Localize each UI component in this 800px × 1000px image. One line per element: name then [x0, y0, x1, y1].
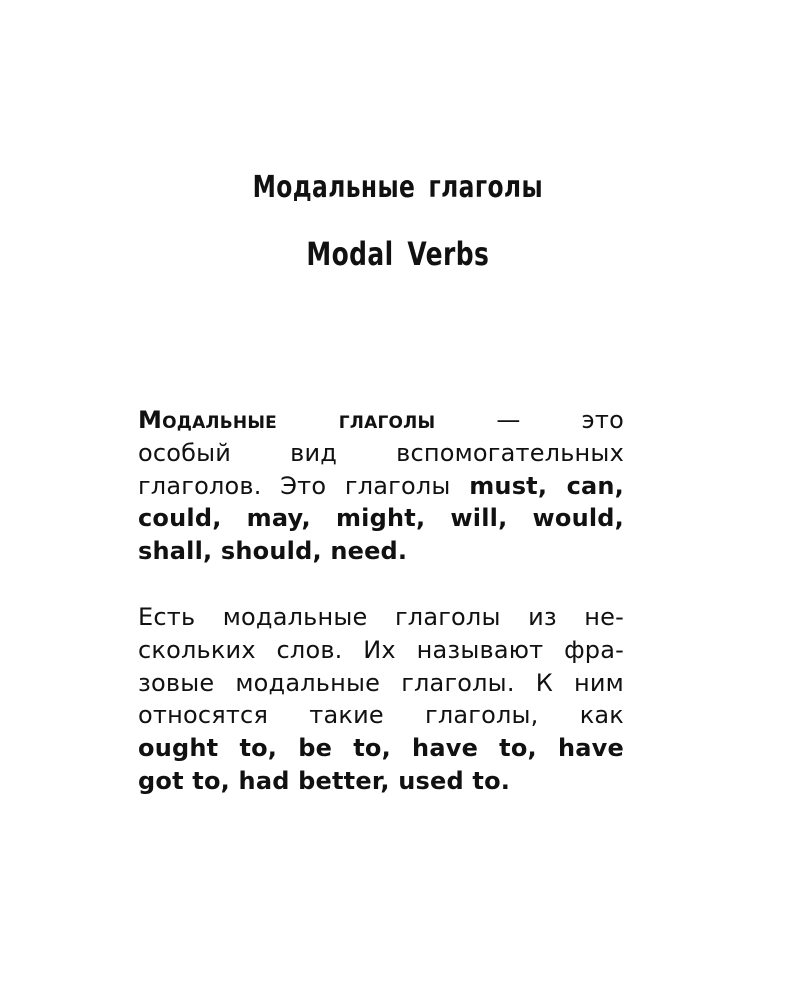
text-line — [138, 404, 624, 437]
text-span: зовые модальные глаголы. К ним — [138, 668, 624, 697]
text-line — [138, 699, 624, 732]
verb-examples: must, can, — [469, 471, 624, 500]
page-title-russian: Модальные глаголы — [252, 170, 544, 205]
text-span: относятся такие глаголы, как — [138, 701, 624, 730]
text-span: скольких слов. Их называют фра- — [138, 635, 624, 664]
text-line — [138, 437, 624, 470]
text-span: Есть модальные глаголы из не- — [138, 603, 624, 631]
verb-examples: could, may, might, will, would, — [138, 504, 624, 533]
page-title-english: Modal Verbs — [306, 235, 490, 273]
text-line — [138, 502, 624, 535]
text-line — [138, 601, 624, 634]
text-span: — это — [435, 406, 624, 434]
text-span: глаголов. Это глаголы — [138, 471, 470, 500]
term-modal-verbs: Модальные глаголы — [138, 406, 436, 434]
text-line — [138, 634, 624, 667]
text-line — [138, 667, 624, 700]
text-span: особый вид вспомогательных — [138, 438, 624, 467]
text-line — [138, 732, 624, 765]
phrasal-modals-paragraph — [138, 601, 624, 798]
text-line — [138, 535, 624, 568]
definition-paragraph — [138, 404, 624, 568]
text-line — [138, 470, 624, 503]
text-line — [138, 765, 624, 798]
verb-examples: shall, should, need. — [138, 537, 408, 566]
phrasal-verb-examples: got to, had better, used to. — [138, 766, 511, 795]
phrasal-verb-examples: ought to, be to, have to, have — [138, 734, 624, 763]
